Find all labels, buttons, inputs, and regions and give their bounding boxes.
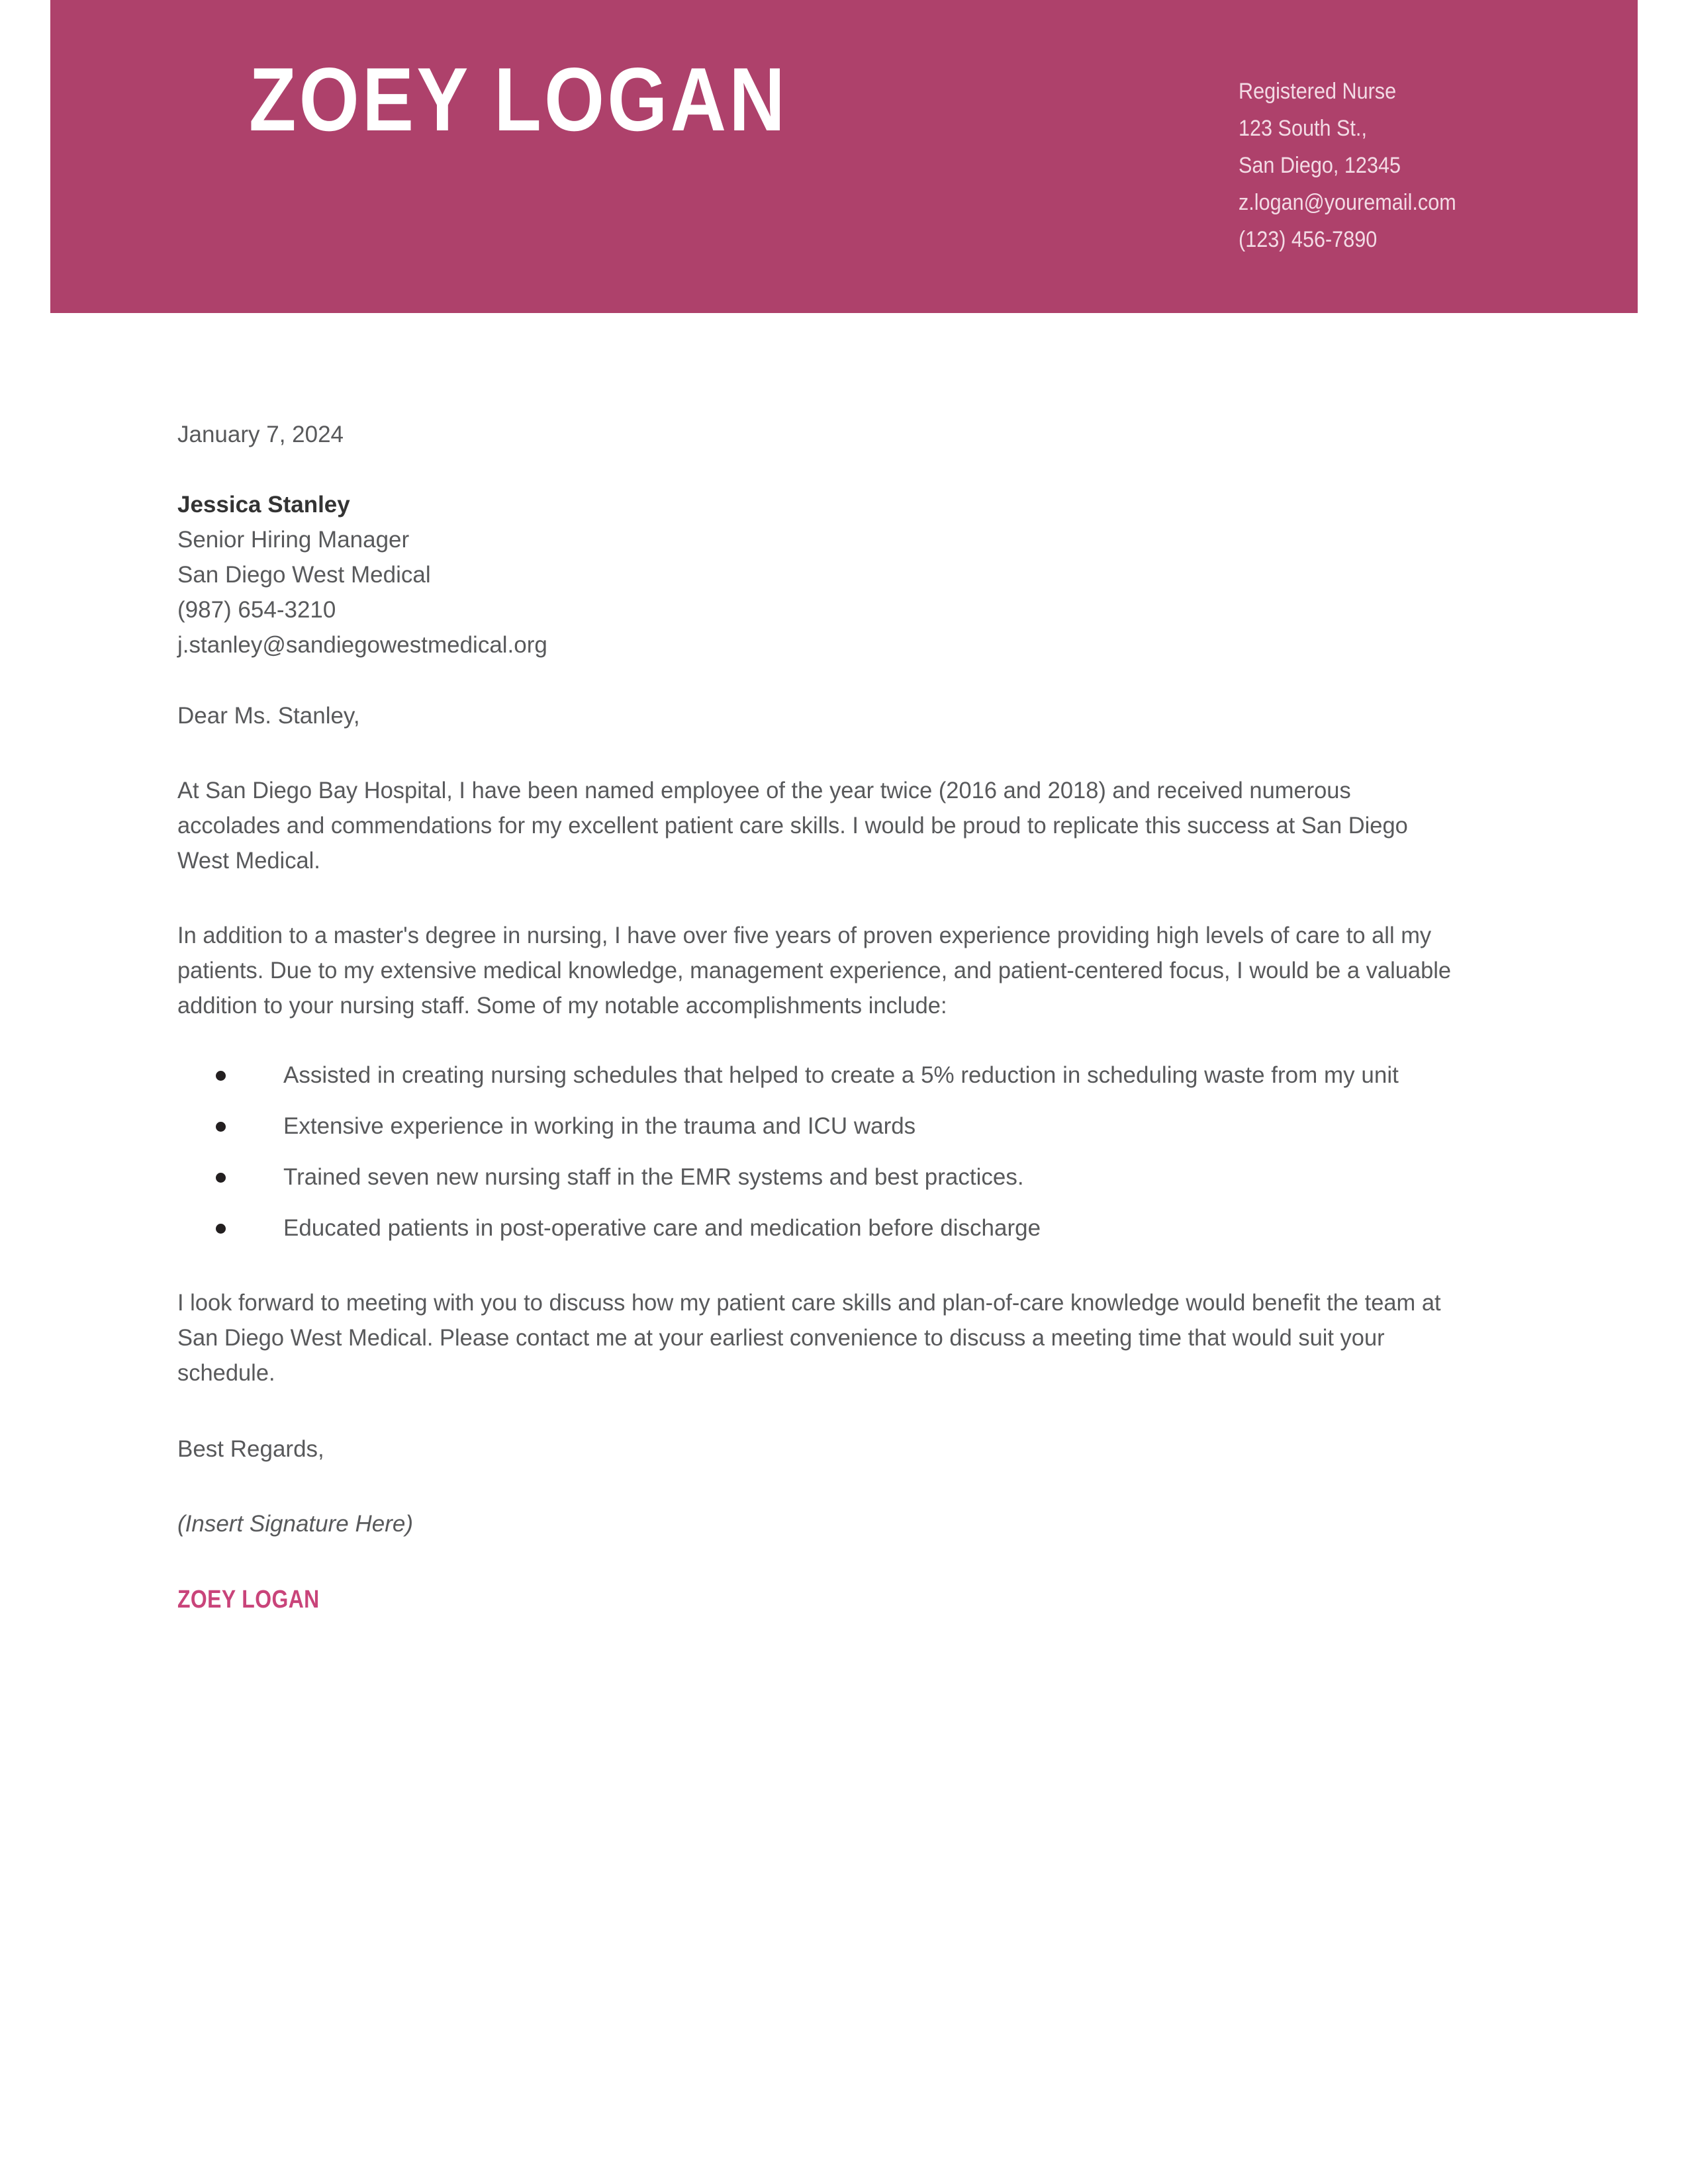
recipient-title: Senior Hiring Manager xyxy=(177,527,410,553)
recipient-phone: (987) 654-3210 xyxy=(177,597,336,623)
recipient-company: San Diego West Medical xyxy=(177,562,431,588)
list-item: Extensive experience in working in the trauma and ICU wards xyxy=(177,1109,1475,1144)
sender-job-title: Registered Nurse xyxy=(1239,79,1397,104)
page-title: ZOEY LOGAN xyxy=(249,49,788,150)
sender-city-zip: San Diego, 12345 xyxy=(1239,153,1401,178)
body-paragraph-2: In addition to a master's degree in nursing, I have over five years of proven experience providing high levels of care to all my patients. Due to my extensive medical knowledge, management experience, and patient-centered focus, I would be a valuable addition to your nursing staff. Some of my notable accomplishments include: xyxy=(177,923,1452,1019)
letter-date: January 7, 2024 xyxy=(177,422,344,447)
sender-street: 123 South St., xyxy=(1239,116,1367,141)
accomplishments-list xyxy=(177,1058,1475,1246)
letter-body xyxy=(177,417,1475,1617)
salutation: Dear Ms. Stanley, xyxy=(177,703,360,729)
list-item: Assisted in creating nursing schedules that helped to create a 5% reduction in scheduling waste from my unit xyxy=(177,1058,1475,1093)
closing-salutation: Best Regards, xyxy=(177,1436,324,1462)
header-band xyxy=(50,0,1638,313)
signature-name: ZOEY LOGAN xyxy=(177,1586,320,1614)
sender-email: z.logan@youremail.com xyxy=(1239,190,1456,215)
body-paragraph-1: At San Diego Bay Hospital, I have been named employee of the year twice (2016 and 2018) and received numerous accolades and commendations for my excellent patient care skills. I would be proud to replicate this success at San Diego West Medical. xyxy=(177,778,1408,874)
list-item: Trained seven new nursing staff in the EMR systems and best practices. xyxy=(177,1160,1475,1195)
sender-contact-block xyxy=(1239,73,1456,258)
recipient-name: Jessica Stanley xyxy=(177,492,350,518)
sender-phone: (123) 456-7890 xyxy=(1239,227,1378,252)
signature-placeholder: (Insert Signature Here) xyxy=(177,1511,413,1537)
list-item: Educated patients in post-operative care and medication before discharge xyxy=(177,1210,1475,1246)
body-paragraph-3: I look forward to meeting with you to discuss how my patient care skills and plan-of-care knowledge would benefit the team at San Diego West Medical. Please contact me at your earliest convenience to discuss a meeting time that would suit your schedule. xyxy=(177,1290,1441,1386)
recipient-email: j.stanley@sandiegowestmedical.org xyxy=(177,632,547,658)
recipient-block xyxy=(177,487,1475,662)
